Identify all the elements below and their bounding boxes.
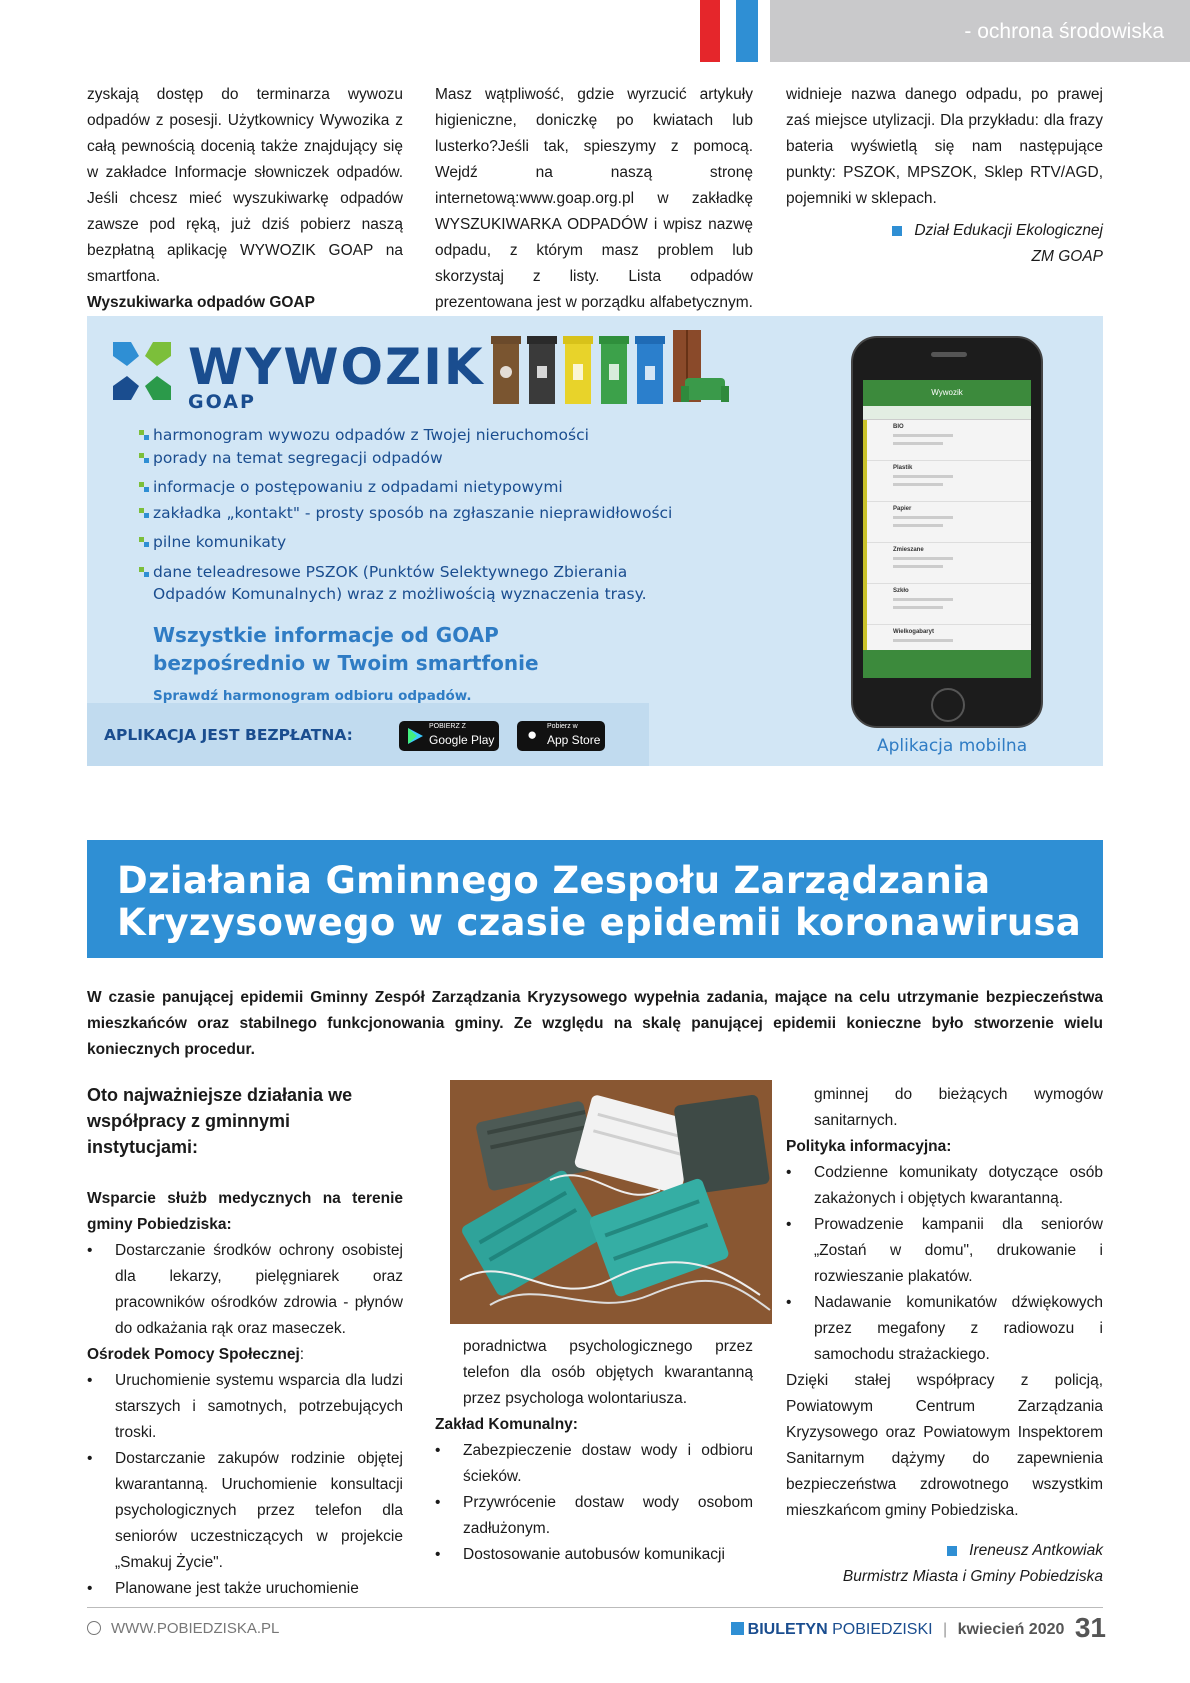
footer-square-icon — [731, 1622, 744, 1635]
section-label: - ochrona środowiska — [770, 0, 1190, 62]
top-col-2 — [435, 82, 753, 342]
phone-row-label: Szkło — [893, 588, 909, 594]
wywozik-logo-subtitle: GOAP — [188, 391, 256, 413]
phone-row-label: Papier — [893, 506, 912, 512]
wywozik-banner — [87, 316, 1103, 766]
wywozik-logo-icon — [111, 340, 173, 402]
waste-bins-icon — [489, 330, 729, 410]
feature-item-1 — [153, 424, 713, 446]
phone-mockup — [851, 336, 1043, 728]
article-col-3 — [786, 1082, 1103, 1590]
phone-row-label: Wielkogabaryt — [893, 629, 934, 635]
list-item: • Przywrócenie dostaw wody osobom zadłużonym. — [435, 1490, 753, 1542]
article-title — [117, 860, 1081, 944]
article-signature-line1: Ireneusz Antkowiak — [969, 1542, 1103, 1559]
phone-screen — [863, 380, 1031, 678]
masks-photo-image — [450, 1080, 772, 1324]
star-bullet-icon — [139, 482, 149, 492]
feature-text-4: zakładka „kontakt" - prosty sposób na zgłaszanie nieprawidłowości — [153, 504, 673, 522]
phone-row — [863, 543, 1031, 584]
footer-date: kwiecień 2020 — [957, 1621, 1065, 1638]
phone-row — [863, 584, 1031, 625]
phone-screen-header: Wywozik — [863, 380, 1031, 406]
google-play-button[interactable] — [399, 721, 499, 751]
col1-heading: Oto najważniejsze działania we współpracy z gminnymi instytucjami: — [87, 1085, 353, 1157]
footer-brand-bold: BIULETYN — [747, 1621, 828, 1638]
square-bullet-icon — [892, 226, 902, 236]
feature-text-2: porady na temat segregacji odpadów — [153, 449, 443, 467]
app-store-button[interactable] — [517, 721, 605, 751]
globe-icon — [87, 1621, 101, 1635]
star-bullet-icon — [139, 567, 149, 577]
article-lead: W czasie panującej epidemii Gminny Zespół Zarządzania Kryzysowego wypełnia zadania, mające na celu utrzymanie bezpieczeństwa mieszkańców oraz stabilnego funkcjonowania gminy. Ze względu na skalę panującej epidemii konieczne było stworzenie wielu koniecznych procedur. — [87, 989, 1103, 1058]
feature-text-1: harmonogram wywozu odpadów z Twojej nieruchomości — [153, 426, 589, 444]
list-item: • Dostarczanie zakupów rodzinie objętej kwarantanną. Uruchomienie konsultacji psychologicznych przez telefon dla seniorów uczestniczących w projekcie „Smakuj Życie". — [87, 1446, 403, 1576]
top-col-1 — [87, 82, 403, 316]
app-store-label: App Store — [547, 733, 601, 747]
phone-green-bar — [863, 420, 867, 650]
star-bullet-icon — [139, 508, 149, 518]
col1-sub1: Wsparcie służb medycznych na terenie gminy Pobiedziska: — [87, 1190, 403, 1233]
top-col-3-text: widnieje nazwa danego odpadu, po prawej zaś miejsce utylizacji. Dla przykładu: dla frazy bateria wyświetlą się nam następujące punkty: PSZOK, MPSZOK, Sklep RTV/AGD, pojemniki w sklepach. — [786, 86, 1103, 207]
article-col-2 — [435, 1334, 753, 1568]
top-col-2-text: Masz wątpliwość, gdzie wyrzucić artykuły higieniczne, doniczkę po kwiatach lub lusterko?Jeśli tak, spieszymy z pomocą. Wejdź na naszą stronę internetową:www.goap.org.pl w zakładkę WYSZUKIWARKA ODPADÓW i wpisz nazwę odpadu, z którym masz problem lub skorzystaj z listy. Lista odpadów prezentowana jest w porządku alfabetycznym. — [435, 86, 753, 311]
article-col-1 — [87, 1082, 403, 1602]
wywozik-logo-title: WYWOZIK — [188, 338, 485, 396]
list-item: • Codzienne komunikaty dotyczące osób zakażonych i objętych kwarantanną. — [786, 1160, 1103, 1212]
list-item: • Uruchomienie systemu wsparcia dla ludzi starszych i samotnych, potrzebujących troski. — [87, 1368, 403, 1446]
feature-item-3 — [153, 476, 713, 498]
top-signature-line1: Dział Edukacji Ekologicznej — [914, 222, 1103, 239]
footer-brand-light: POBIEDZISKI — [832, 1621, 933, 1638]
col2-sub: Zakład Komunalny: — [435, 1416, 578, 1433]
col3-list — [786, 1160, 1103, 1368]
article-title-line2: Kryzysowego w czasie epidemii koronawirusa — [117, 901, 1082, 944]
phone-row — [863, 502, 1031, 543]
star-bullet-icon — [139, 430, 149, 440]
google-play-icon — [408, 728, 423, 744]
phone-row-label: BIO — [893, 424, 904, 430]
footer-website-text: WWW.POBIEDZISKA.PL — [111, 1620, 280, 1637]
col3-paragraph: Dzięki stałej współpracy z policją, Powiatowym Centrum Zarządzania Kryzysowego oraz Powiatowym Inspektorem Sanitarnym dążymy do zapewnienia bezpieczeństwa zdrowotnego wszystkim mieszkańcom gminy Pobiedziska. — [786, 1372, 1103, 1519]
footer-separator: | — [943, 1621, 948, 1638]
list-item: • Prowadzenie kampanii dla seniorów „Zostań w domu", drukowanie i rozwieszanie plakatów. — [786, 1212, 1103, 1290]
feature-item-4 — [153, 502, 713, 524]
star-bullet-icon — [139, 453, 149, 463]
banner-tagline-1: Wszystkie informacje od GOAP — [153, 623, 499, 647]
col3-cont: gminnej do bieżących wymogów sanitarnych. — [814, 1086, 1103, 1129]
phone-subheader — [863, 406, 1031, 420]
article-title-line1: Działania Gminnego Zespołu Zarządzania — [117, 859, 991, 902]
phone-row-label: Plastik — [893, 465, 913, 471]
feature-item-6 — [153, 561, 713, 583]
article-signature — [786, 1538, 1103, 1590]
google-play-label: Google Play — [429, 733, 495, 747]
list-item: • Dostosowanie autobusów komunikacji — [435, 1542, 753, 1568]
top-signature — [786, 218, 1103, 270]
feature-item-5 — [153, 531, 713, 553]
col1-sub2: Ośrodek Pomocy Społecznej — [87, 1346, 300, 1363]
banner-tagline-3: Sprawdź harmonogram odbioru odpadów. — [153, 688, 472, 704]
feature-text-5: pilne komunikaty — [153, 533, 287, 551]
page-number: 31 — [1074, 1612, 1106, 1643]
phone-caption: Aplikacja mobilna — [877, 736, 1028, 756]
top-col-1-text: zyskają dostęp do terminarza wywozu odpadów z posesji. Użytkownicy Wywozika z całą pewnością docenią także znajdujący się w zakładce Informacje słowniczek odpadów. Jeśli chcesz mieć wyszukiwarkę odpadów zawsze pod ręką, już dziś pobierz naszą bezpłatną aplikację WYWOZIK GOAP na smartfona. — [87, 86, 403, 285]
apple-icon: ● — [527, 725, 538, 744]
article-signature-line2: Burmistrz Miasta i Gminy Pobiedziska — [842, 1568, 1103, 1585]
phone-row — [863, 461, 1031, 502]
square-bullet-icon — [947, 1546, 957, 1556]
list-item: • Dostarczanie środków ochrony osobistej dla lekarzy, pielęgniarek oraz pracowników ośrodków zdrowia - płynów do odkażania rąk oraz maseczek. — [87, 1238, 403, 1342]
header-red-stripe — [700, 0, 720, 62]
feature-text-3: informacje o postępowaniu z odpadami nietypowymi — [153, 478, 563, 496]
col1-list2 — [87, 1368, 403, 1602]
col1-sub2-suffix: : — [299, 1346, 305, 1363]
banner-tagline — [153, 621, 539, 677]
free-app-label: APLIKACJA JEST BEZPŁATNA: — [104, 726, 353, 744]
masks-photo — [450, 1080, 772, 1324]
feature-text-6: dane teleadresowe PSZOK (Punktów Selektywnego Zbierania — [153, 563, 628, 581]
star-bullet-icon — [139, 537, 149, 547]
app-store-small: Pobierz w — [547, 723, 578, 730]
footer-brand — [731, 1612, 1106, 1644]
col2-cont: poradnictwa psychologicznego przez telefon dla osób objętych kwarantanną przez psychologa wolontariusza. — [463, 1338, 753, 1407]
phone-home-button — [931, 688, 965, 722]
phone-speaker — [931, 352, 967, 357]
header-blue-stripe — [736, 0, 758, 62]
feature-item-2 — [153, 447, 713, 469]
top-col-3 — [786, 82, 1103, 270]
footer-website[interactable] — [87, 1620, 279, 1637]
top-col-1-heading: Wyszukiwarka odpadów GOAP — [87, 294, 315, 311]
banner-tagline-2: bezpośrednio w Twoim smartfonie — [153, 651, 539, 675]
list-item: • Zabezpieczenie dostaw wody i odbioru ścieków. — [435, 1438, 753, 1490]
list-item: • Nadawanie komunikatów dźwiękowych przez megafony z radiowozu i samochodu strażackiego. — [786, 1290, 1103, 1368]
article-title-bar — [87, 840, 1103, 958]
col1-sub2-line — [87, 1342, 403, 1368]
feature-item-6-cont: Odpadów Komunalnych) wraz z możliwością wyznaczenia trasy. — [153, 585, 647, 603]
col1-list1 — [87, 1238, 403, 1342]
top-signature-line2: ZM GOAP — [1031, 248, 1103, 265]
col3-sub: Polityka informacyjna: — [786, 1138, 952, 1155]
col2-list — [435, 1438, 753, 1568]
phone-row — [863, 420, 1031, 461]
phone-row-label: Zmieszane — [893, 547, 924, 553]
footer-divider — [87, 1607, 1103, 1608]
google-play-small: POBIERZ Z — [429, 723, 466, 730]
list-item: • Planowane jest także uruchomienie — [87, 1576, 403, 1602]
phone-tabbar — [863, 650, 1031, 678]
